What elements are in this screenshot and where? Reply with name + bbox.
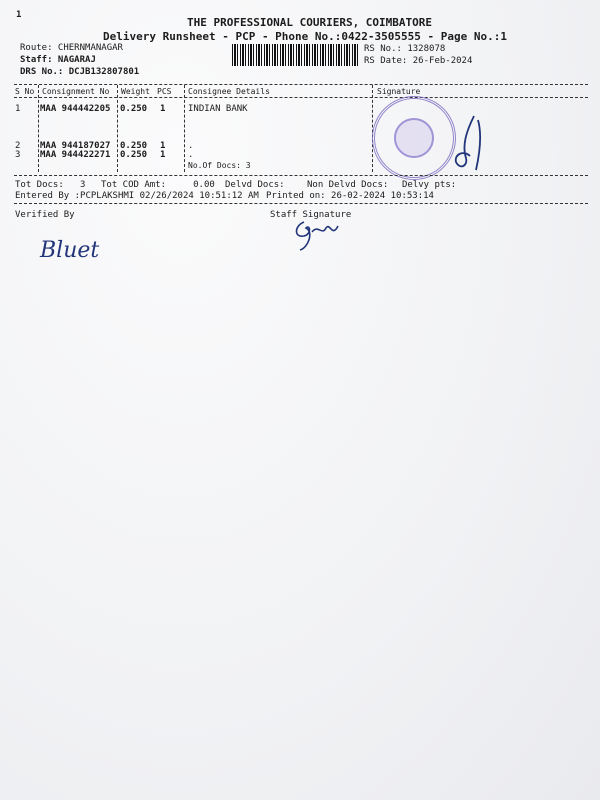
col-header-pcs: PCS bbox=[157, 87, 172, 96]
col-separator bbox=[184, 85, 185, 172]
verified-by-label: Verified By bbox=[15, 210, 75, 220]
row-consignment: MAA 944442205 bbox=[40, 104, 111, 114]
col-header-consignment: Consignment No bbox=[42, 87, 110, 96]
row-weight: 0.250 bbox=[120, 150, 148, 160]
row-consignment: MAA 944187027 bbox=[40, 141, 111, 151]
barcode bbox=[232, 44, 358, 66]
col-header-weight: Weight bbox=[121, 87, 150, 96]
no-of-docs: No.Of Docs: 3 bbox=[188, 161, 251, 170]
entered-divider bbox=[14, 203, 588, 204]
non-delivered-docs: Non Delvd Docs: bbox=[307, 180, 389, 190]
table-bottom-divider bbox=[14, 175, 588, 176]
col-header-signature: Signature bbox=[377, 87, 421, 96]
row-sno: 3 bbox=[15, 150, 21, 160]
row-sno: 2 bbox=[15, 141, 21, 151]
row-consignee: . bbox=[188, 150, 194, 160]
col-separator bbox=[117, 85, 118, 172]
col-separator bbox=[38, 85, 39, 172]
printed-on: Printed on: 26-02-2024 10:53:14 bbox=[266, 191, 434, 201]
col-header-consignee: Consignee Details bbox=[188, 87, 270, 96]
row-sno: 1 bbox=[15, 104, 21, 114]
delivery-points: Delvy pts: bbox=[402, 180, 457, 190]
route-label: Route: CHERNMANAGAR bbox=[20, 43, 123, 53]
staff-signature-label: Staff Signature bbox=[270, 210, 352, 220]
company-title: THE PROFESSIONAL COURIERS, COIMBATORE bbox=[187, 16, 433, 29]
row-pcs: 1 bbox=[160, 150, 166, 160]
staff-label: Staff: NAGARAJ bbox=[20, 55, 96, 65]
drs-number: DRS No.: DCJB132807801 bbox=[20, 67, 140, 77]
total-docs: Tot Docs: 3 bbox=[15, 180, 86, 190]
page-mark: 1 bbox=[16, 10, 22, 20]
row-weight: 0.250 bbox=[120, 104, 148, 114]
row-consignee: INDIAN BANK bbox=[188, 104, 248, 114]
col-header-sno: S No bbox=[15, 87, 35, 96]
row-consignee: . bbox=[188, 141, 194, 151]
rs-date: RS Date: 26-Feb-2024 bbox=[364, 56, 473, 66]
entered-by: Entered By :PCPLAKSHMI 02/26/2024 10:51:12 AM bbox=[15, 191, 259, 201]
rs-number: RS No.: 1328078 bbox=[364, 44, 446, 54]
row-weight: 0.250 bbox=[120, 141, 148, 151]
row-consignment: MAA 944422271 bbox=[40, 150, 111, 160]
runsheet-title: Delivery Runsheet - PCP - Phone No.:0422-3505555 - Page No.:1 bbox=[103, 30, 507, 43]
table-header-divider bbox=[14, 97, 588, 98]
staff-signature-scribble bbox=[292, 218, 342, 254]
bank-stamp bbox=[372, 96, 456, 180]
verified-handwritten-name: Bluet bbox=[40, 238, 100, 263]
delivered-docs: Delvd Docs: bbox=[225, 180, 285, 190]
row-pcs: 1 bbox=[160, 141, 166, 151]
table-top-divider bbox=[14, 84, 588, 85]
row-pcs: 1 bbox=[160, 104, 166, 114]
signature-scribble bbox=[452, 112, 492, 174]
total-cod-amount: Tot COD Amt: 0.00 bbox=[101, 180, 215, 190]
